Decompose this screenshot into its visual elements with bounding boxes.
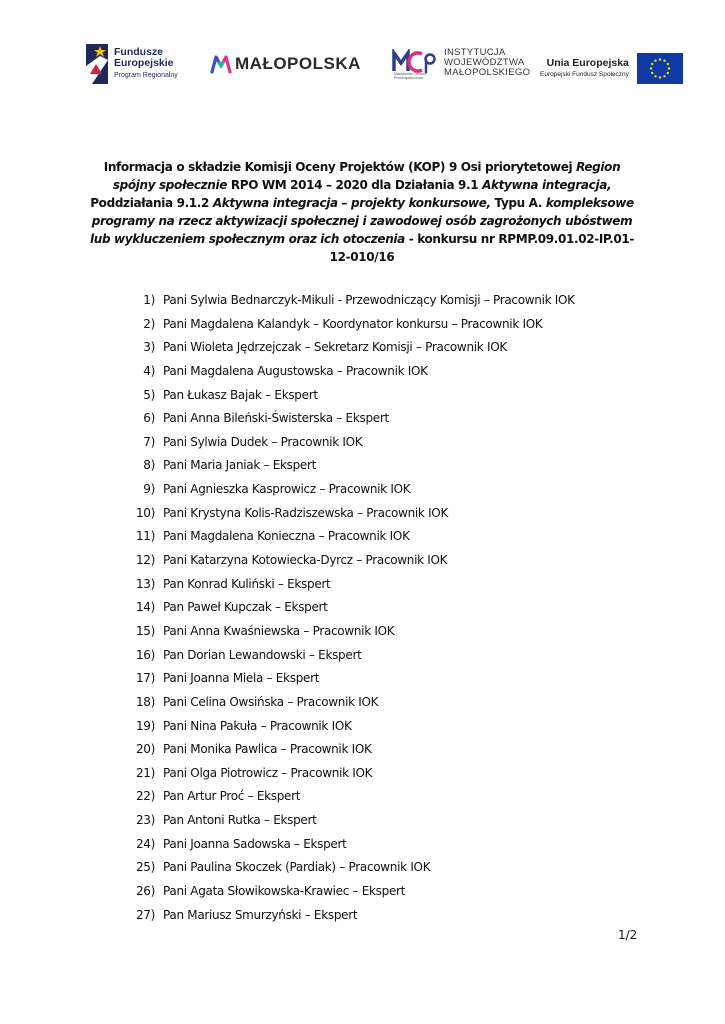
list-item-number: 21): [135, 765, 155, 780]
list-item-number: 26): [135, 884, 155, 899]
list-item-number: 11): [135, 529, 155, 544]
page-number: 1/2: [618, 928, 638, 942]
logo-bar: [0, 40, 725, 92]
list-item-number: 12): [135, 553, 155, 568]
list-item-text: Pani Sylwia Bednarczyk-Mikuli - Przewodniczący Komisji – Pracownik IOK: [163, 293, 575, 307]
title-p5: Poddziałania 9.1.2: [90, 196, 213, 210]
list-item: [125, 837, 575, 861]
list-item: [125, 411, 575, 435]
list-item: [125, 908, 575, 932]
list-item-text: Pani Joanna Sadowska – Ekspert: [163, 836, 347, 851]
list-item: [125, 648, 575, 672]
list-item-number: 5): [143, 387, 155, 402]
instytucja-logo: [392, 48, 530, 78]
malopolska-logo: [210, 54, 361, 74]
list-item: [125, 293, 575, 317]
list-item-number: 3): [143, 340, 155, 355]
list-item-number: 10): [135, 505, 155, 520]
list-item: [125, 671, 575, 695]
list-item-number: 23): [135, 813, 155, 828]
title-p3: RPO WM 2014 – 2020 dla Działania 9.1: [227, 178, 483, 192]
title-p8: kompleksowe programy na rzecz aktywizacji społecznej i zawodowej osób zagrożonych ubóstwem lub wykluczeniem społecznym oraz ich otoczenia: [89, 196, 634, 246]
malopolska-name: MAŁOPOLSKA: [235, 54, 361, 73]
list-item-number: 19): [135, 718, 155, 733]
title-p9: - konkursu nr RPMP.09.01.02-IP.01-12-010/16: [329, 232, 635, 264]
list-item-number: 9): [143, 482, 155, 497]
list-item: [125, 577, 575, 601]
list-item-text: Pani Maria Janiak – Ekspert: [163, 458, 317, 473]
list-item: [125, 506, 575, 530]
list-item-number: 4): [143, 363, 155, 378]
list-item-text: Pani Anna Kwaśniewska – Pracownik IOK: [163, 623, 395, 638]
title-p7: Typu A.: [490, 196, 546, 210]
title-p6: Aktywna integracja – projekty konkursowe,: [212, 196, 491, 210]
list-item-text: Pani Paulina Skoczek (Pardiak) – Pracownik IOK: [163, 860, 431, 875]
list-item-text: Pan Paweł Kupczak – Ekspert: [163, 600, 328, 615]
iw-line2: WOJEWÓDZTWA: [444, 57, 525, 68]
list-item-text: Pan Łukasz Bajak – Ekspert: [163, 387, 318, 402]
list-item: [125, 482, 575, 506]
list-item: [125, 553, 575, 577]
list-item-number: 18): [135, 694, 155, 709]
list-item-text: Pani Wioleta Jędrzejczak – Sekretarz Komisji – Pracownik IOK: [163, 340, 507, 355]
list-item-number: 1): [143, 293, 155, 307]
list-item: [125, 529, 575, 553]
iw-line3: MAŁOPOLSKIEGO: [444, 67, 531, 78]
list-item: [125, 884, 575, 908]
title-p2: Region spójny społecznie: [112, 160, 621, 192]
list-item-number: 17): [135, 671, 155, 686]
list-item-text: Pani Magdalena Augustowska – Pracownik IOK: [163, 363, 428, 378]
list-item: [125, 364, 575, 388]
list-item-number: 13): [135, 576, 155, 591]
list-item-number: 8): [143, 458, 155, 473]
list-item-number: 20): [135, 742, 155, 757]
list-item: [125, 766, 575, 790]
fundusze-europejskie-logo: [86, 44, 178, 84]
fe-line2: Europejskie: [114, 57, 174, 69]
ue-line1: Unia Europejska: [546, 56, 629, 69]
list-item-number: 25): [135, 860, 155, 875]
list-item-text: Pan Konrad Kuliński – Ekspert: [163, 576, 331, 591]
fe-line1: Fundusze: [114, 46, 163, 58]
list-item-text: Pan Artur Proć – Ekspert: [163, 789, 301, 804]
list-item: [125, 695, 575, 719]
list-item-text: Pani Olga Piotrowicz – Pracownik IOK: [163, 765, 373, 780]
list-item-text: Pani Magdalena Konieczna – Pracownik IOK: [163, 529, 410, 544]
list-item: [125, 340, 575, 364]
mcp-small-text: Małopolskie Centrum Przedsiębiorczości: [394, 72, 427, 80]
list-item-number: 22): [135, 789, 155, 804]
list-item: [125, 317, 575, 341]
list-item: [125, 789, 575, 813]
list-item-text: Pani Nina Pakuła – Pracownik IOK: [163, 718, 352, 733]
list-item-text: Pani Magdalena Kalandyk – Koordynator konkursu – Pracownik IOK: [163, 316, 543, 331]
list-item: [125, 600, 575, 624]
malopolska-m-icon: [210, 54, 232, 74]
eu-flag-icon: [637, 53, 683, 84]
title-p4: Aktywna integracja,: [482, 178, 612, 192]
list-item: [125, 624, 575, 648]
list-item: [125, 742, 575, 766]
list-item-text: Pani Monika Pawlica – Pracownik IOK: [163, 742, 372, 757]
fundusze-europejskie-icon: [86, 44, 108, 84]
list-item-text: Pani Celina Owsińska – Pracownik IOK: [163, 694, 379, 709]
list-item-number: 14): [135, 600, 155, 615]
list-item-text: Pan Mariusz Smurzyński – Ekspert: [163, 907, 358, 922]
list-item-text: Pan Dorian Lewandowski – Ekspert: [163, 647, 362, 662]
document-title: [82, 158, 642, 266]
title-p1: Informacja o składzie Komisji Oceny Projektów (KOP) 9 Osi priorytetowej: [103, 160, 577, 174]
list-item-number: 6): [143, 411, 155, 426]
list-item-text: Pani Joanna Miela – Ekspert: [163, 671, 320, 686]
list-item-number: 16): [135, 647, 155, 662]
list-item: [125, 719, 575, 743]
list-item-number: 2): [143, 316, 155, 331]
members-list: [125, 293, 575, 931]
list-item: [125, 860, 575, 884]
list-item-number: 27): [135, 907, 155, 922]
list-item-text: Pani Krystyna Kolis-Radziszewska – Pracownik IOK: [163, 505, 449, 520]
list-item-text: Pani Anna Bileński-Świsterska – Ekspert: [163, 411, 389, 426]
list-item-text: Pani Agata Słowikowska-Krawiec – Ekspert: [163, 884, 406, 899]
ue-line2: Europejski Fundusz Społeczny: [540, 70, 629, 78]
list-item: [125, 458, 575, 482]
list-item-text: Pani Agnieszka Kasprowicz – Pracownik IOK: [163, 482, 411, 497]
list-item-number: 7): [143, 434, 155, 449]
list-item-text: Pani Katarzyna Kotowiecka-Dyrcz – Pracownik IOK: [163, 553, 448, 568]
unia-europejska-logo: [540, 53, 683, 84]
list-item-number: 24): [135, 836, 155, 851]
list-item: [125, 813, 575, 837]
list-item-text: Pani Sylwia Dudek – Pracownik IOK: [163, 434, 363, 449]
fe-line3: Program Regionalny: [114, 72, 178, 79]
list-item: [125, 388, 575, 412]
list-item: [125, 435, 575, 459]
list-item-text: Pan Antoni Rutka – Ekspert: [163, 813, 317, 828]
list-item-number: 15): [135, 623, 155, 638]
iw-line1: INSTYTUCJA: [444, 47, 506, 58]
